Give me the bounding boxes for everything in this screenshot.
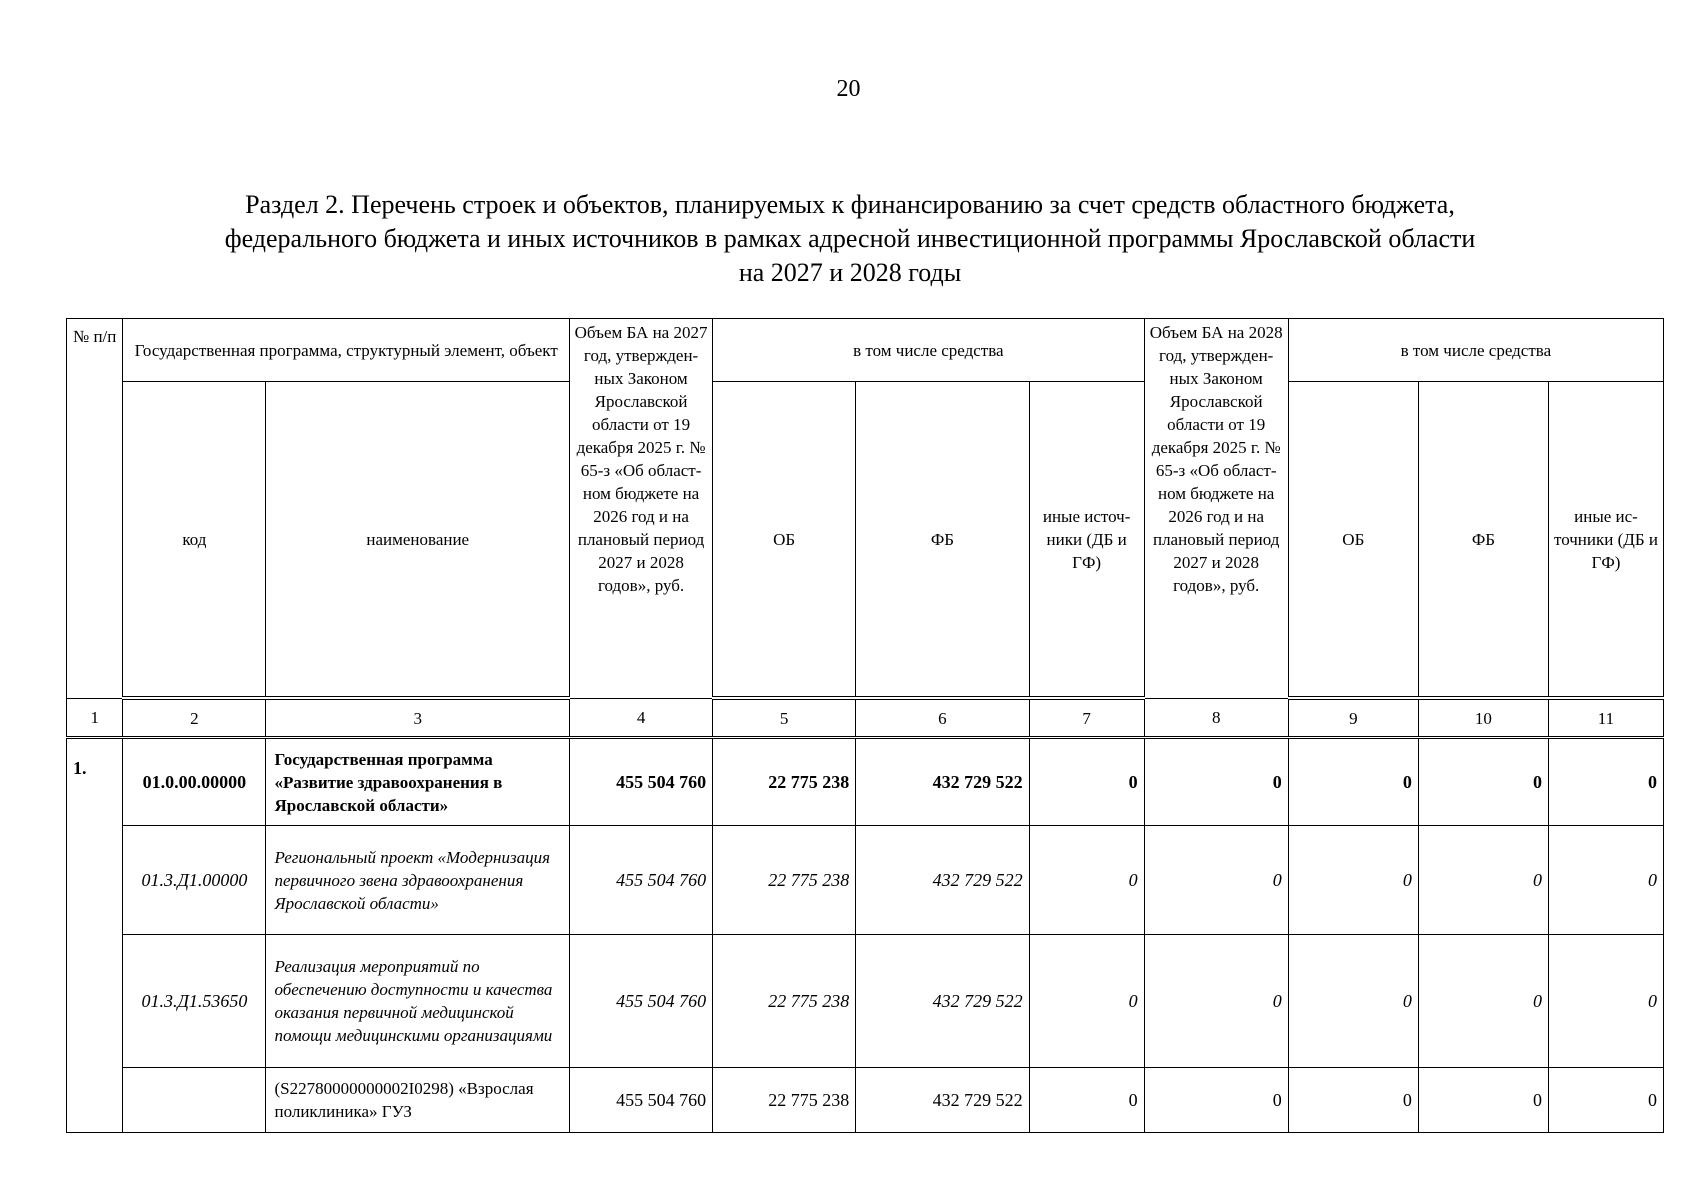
row-name: Государственная программа «Развитие здравоохранения в Ярославской области» xyxy=(266,738,570,826)
column-number: 6 xyxy=(856,698,1029,738)
volume-2027-cell: 455 504 760 xyxy=(570,826,713,935)
header-other-2028: иные ис-точники (ДБ и ГФ) xyxy=(1548,382,1663,699)
table-row xyxy=(67,826,1664,935)
ob-2028-cell: 0 xyxy=(1288,826,1418,935)
fb-2028-cell: 0 xyxy=(1418,1068,1548,1133)
row-index: 1. xyxy=(67,738,123,1133)
other-2028-cell: 0 xyxy=(1548,738,1663,826)
fb-2027-cell: 432 729 522 xyxy=(856,1068,1029,1133)
row-code: 01.3.Д1.00000 xyxy=(123,826,266,935)
fb-2027-cell: 432 729 522 xyxy=(856,826,1029,935)
volume-2027-cell: 455 504 760 xyxy=(570,738,713,826)
column-number: 11 xyxy=(1548,698,1663,738)
other-2028-cell: 0 xyxy=(1548,1068,1663,1133)
column-number: 7 xyxy=(1029,698,1144,738)
ob-2027-cell: 22 775 238 xyxy=(713,935,856,1068)
volume-2028-cell: 0 xyxy=(1144,738,1288,826)
column-number: 2 xyxy=(123,698,266,738)
column-number: 5 xyxy=(713,698,856,738)
row-code: 01.0.00.00000 xyxy=(123,738,266,826)
header-name: наименование xyxy=(266,382,570,699)
row-code: 01.3.Д1.53650 xyxy=(123,935,266,1068)
fb-2028-cell: 0 xyxy=(1418,935,1548,1068)
header-program: Государственная программа, структурный элемент, объект xyxy=(123,319,570,382)
header-including-2027: в том числе средства xyxy=(713,319,1144,382)
volume-2028-cell: 0 xyxy=(1144,826,1288,935)
ob-2027-cell: 22 775 238 xyxy=(713,1068,856,1133)
other-2027-cell: 0 xyxy=(1029,935,1144,1068)
ob-2027-cell: 22 775 238 xyxy=(713,738,856,826)
column-number: 10 xyxy=(1418,698,1548,738)
row-name: (S22780000000002I0298) «Взрослая поликлиника» ГУЗ xyxy=(266,1068,570,1133)
header-ob-2028: ОБ xyxy=(1288,382,1418,699)
section-title xyxy=(140,188,1560,290)
fb-2027-cell: 432 729 522 xyxy=(856,935,1029,1068)
table-row xyxy=(67,738,1664,826)
header-volume-2028: Объем БА на 2028 год, утвержден-ных Законом Ярославской области от 19 декабря 2025 г. № 65-з «Об област-ном бюджете на 2026 год и на плановый период 2027 и 2028 годов», руб. xyxy=(1144,319,1288,699)
column-number: 1 xyxy=(67,698,123,738)
page-number: 20 xyxy=(836,76,861,102)
fb-2028-cell: 0 xyxy=(1418,738,1548,826)
column-number: 9 xyxy=(1288,698,1418,738)
header-ob-2027: ОБ xyxy=(713,382,856,699)
column-number: 4 xyxy=(570,698,713,738)
section-title-line-1: Раздел 2. Перечень строек и объектов, планируемых к финансированию за счет средств областного бюджета, xyxy=(245,190,1455,219)
column-number: 3 xyxy=(266,698,570,738)
ob-2028-cell: 0 xyxy=(1288,1068,1418,1133)
column-number-row xyxy=(67,698,1664,738)
ob-2028-cell: 0 xyxy=(1288,935,1418,1068)
table-row xyxy=(67,935,1664,1068)
fb-2027-cell: 432 729 522 xyxy=(856,738,1029,826)
table-row xyxy=(67,1068,1664,1133)
other-2028-cell: 0 xyxy=(1548,935,1663,1068)
header-volume-2027: Объем БА на 2027 год, утвержден-ных Законом Ярославской области от 19 декабря 2025 г. № 65-з «Об област-ном бюджете на 2026 год и на плановый период 2027 и 2028 годов», руб. xyxy=(570,319,713,699)
header-other-2027: иные источ-ники (ДБ и ГФ) xyxy=(1029,382,1144,699)
ob-2028-cell: 0 xyxy=(1288,738,1418,826)
volume-2027-cell: 455 504 760 xyxy=(570,1068,713,1133)
header-row-number: № п/п xyxy=(67,319,123,699)
investment-program-table xyxy=(66,318,1664,1133)
section-title-line-2: федерального бюджета и иных источников в рамках адресной инвестиционной программы Ярославской области xyxy=(224,224,1476,253)
column-number: 8 xyxy=(1144,698,1288,738)
other-2027-cell: 0 xyxy=(1029,826,1144,935)
other-2028-cell: 0 xyxy=(1548,826,1663,935)
row-code xyxy=(123,1068,266,1133)
volume-2028-cell: 0 xyxy=(1144,935,1288,1068)
other-2027-cell: 0 xyxy=(1029,738,1144,826)
fb-2028-cell: 0 xyxy=(1418,826,1548,935)
section-title-line-3: на 2027 и 2028 годы xyxy=(738,258,962,287)
row-name: Региональный проект «Модернизация первичного звена здравоохранения Ярославской области» xyxy=(266,826,570,935)
row-name: Реализация мероприятий по обеспечению доступности и качества оказания первичной медицинской помощи медицинскими организациями xyxy=(266,935,570,1068)
volume-2027-cell: 455 504 760 xyxy=(570,935,713,1068)
header-including-2028: в том числе средства xyxy=(1288,319,1663,382)
header-fb-2028: ФБ xyxy=(1418,382,1548,699)
header-code: код xyxy=(123,382,266,699)
ob-2027-cell: 22 775 238 xyxy=(713,826,856,935)
volume-2028-cell: 0 xyxy=(1144,1068,1288,1133)
other-2027-cell: 0 xyxy=(1029,1068,1144,1133)
header-fb-2027: ФБ xyxy=(856,382,1029,699)
